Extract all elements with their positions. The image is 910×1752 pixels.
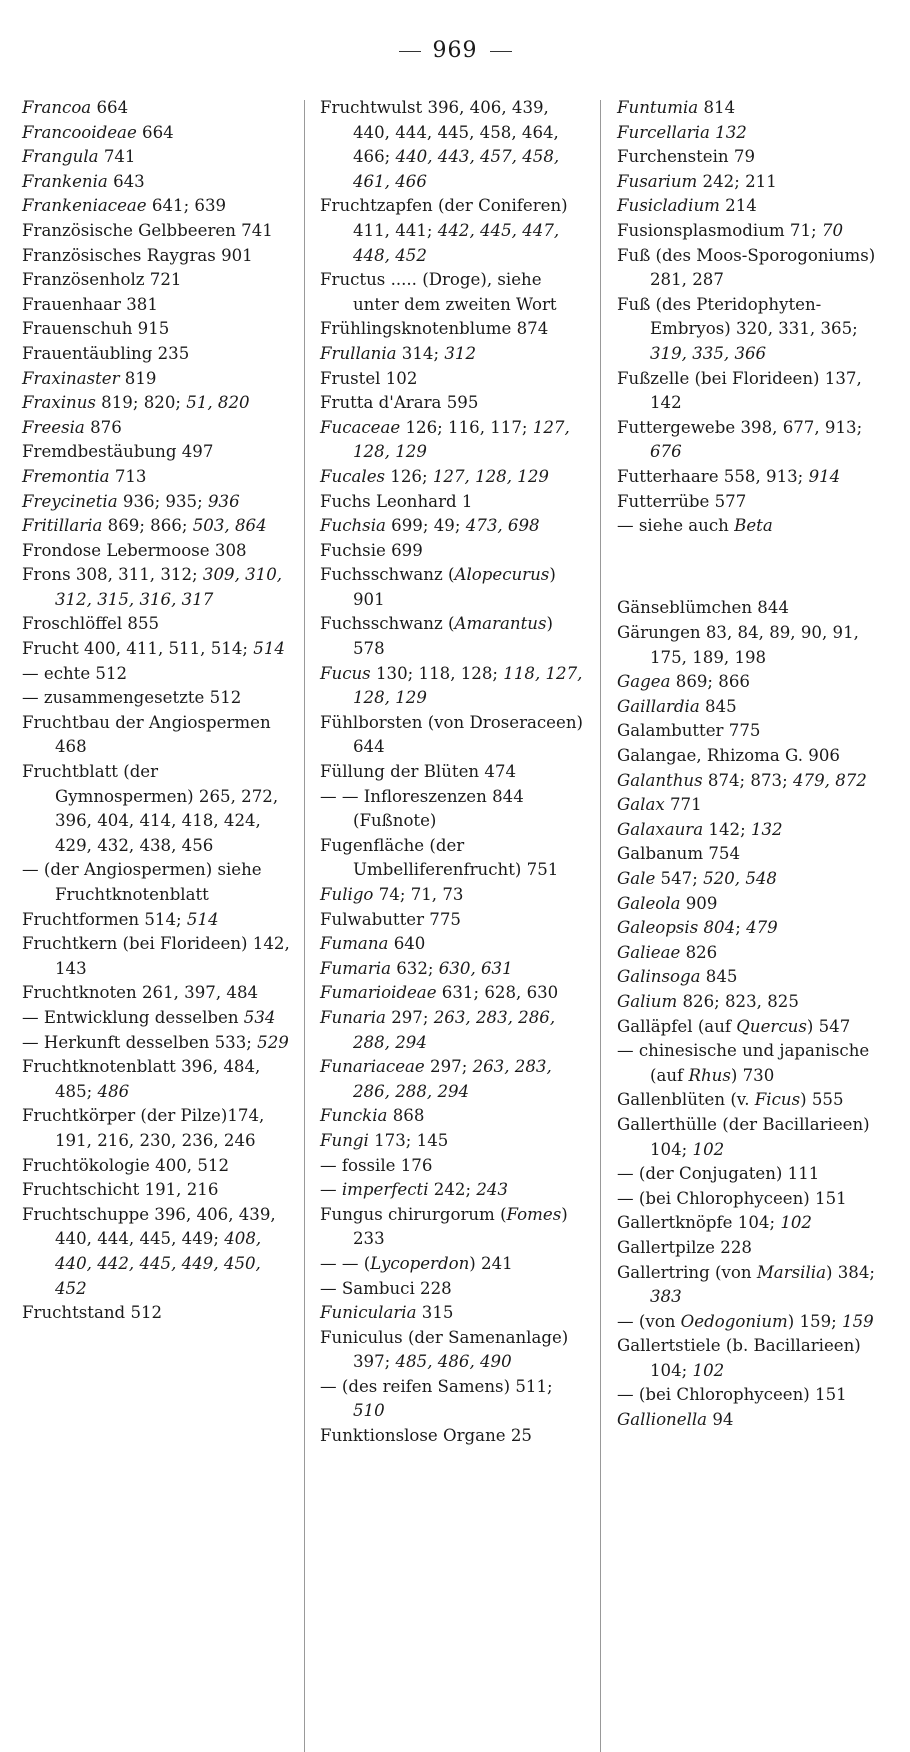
index-entry: Furchenstein 79: [617, 147, 756, 167]
index-entry: Fruchtzapfen (der Coniferen) 411, 441; 442, 445, 447, 448, 452: [320, 196, 568, 265]
index-entry: Fruchtschicht 191, 216: [22, 1180, 219, 1200]
index-entry: Francooideae 664: [22, 122, 174, 142]
index-entry: Frutta d'Arara 595: [320, 393, 479, 413]
index-entry: Fumana 640: [320, 934, 426, 954]
index-entry: Füllung der Blüten 474: [320, 762, 517, 782]
index-entry: Freycinetia 936; 935; 936: [22, 491, 240, 511]
index-entry: Fußzelle (bei Florideen) 137, 142: [617, 368, 862, 413]
index-entry: Futterhaare 558, 913; 914: [617, 466, 841, 486]
index-entry: — echte 512: [22, 663, 128, 683]
index-entry: Futterrübe 577: [617, 491, 747, 511]
index-entry: Gagea 869; 866: [617, 672, 750, 692]
index-entry: Gaillardia 845: [617, 696, 737, 716]
index-entry: Funiculus (der Samenanlage) 397; 485, 486, 490: [320, 1327, 569, 1372]
index-entry: Frondose Lebermoose 308: [22, 540, 247, 560]
index-entry: Galangae, Rhizoma G. 906: [617, 746, 840, 766]
index-entry: Fumaria 632; 630, 631: [320, 958, 513, 978]
index-entry: Fucales 126; 127, 128, 129: [320, 466, 549, 486]
index-entry: Fusarium 242; 211: [617, 171, 777, 191]
index-entry: Frauenhaar 381: [22, 294, 158, 314]
index-entry: Gale 547; 520, 548: [617, 869, 777, 888]
index-entry: Fraxinus 819; 820; 51, 820: [22, 393, 250, 413]
index-entry: Fuchs Leonhard 1: [320, 491, 473, 511]
index-entry: Funtumia 814: [617, 98, 736, 117]
index-entry: Futtergewebe 398, 677, 913; 676: [617, 417, 863, 462]
index-entry: Gallertstiele (b. Bacillarieen) 104; 102: [617, 1336, 861, 1380]
index-entry: — Herkunft desselben 533; 529: [22, 1032, 289, 1052]
index-entry: Fuchsschwanz (Amarantus) 578: [320, 614, 553, 659]
index-entry: Galanthus 874; 873; 479, 872: [617, 770, 867, 790]
index-entry: Furcellaria 132: [617, 122, 747, 142]
index-entry: Fulwabutter 775: [320, 909, 461, 929]
index-entry: Galläpfel (auf Quercus) 547: [617, 1016, 851, 1036]
index-entry: Fugenfläche (der Umbelliferenfrucht) 751: [320, 835, 559, 880]
index-entry: Fremontia 713: [22, 466, 147, 486]
index-entry: — (bei Chlorophyceen) 151: [617, 1188, 847, 1208]
index-entry: Fruchtbau der Angiospermen 468: [22, 712, 271, 757]
index-entry: Fruchtformen 514; 514: [22, 909, 219, 929]
index-entry: Frankeniaceae 641; 639: [22, 196, 227, 216]
index-column-2: [320, 96, 588, 1449]
index-entry: Galieae 826: [617, 942, 718, 962]
index-entry: Fusicladium 214: [617, 196, 757, 216]
header-dash-left: [399, 51, 421, 52]
index-entry: Funicularia 315: [320, 1303, 454, 1323]
index-entry: Gallenblüten (v. Ficus) 555: [617, 1090, 844, 1110]
index-entry: Funariaceae 297; 263, 283, 286, 288, 294: [320, 1057, 552, 1101]
index-entry: Frühlingsknotenblume 874: [320, 319, 549, 339]
index-entry: — siehe auch Beta: [617, 516, 773, 536]
index-entry: Gallertring (von Marsilia) 384; 383: [617, 1262, 875, 1307]
index-entry: Frustel 102: [320, 368, 418, 388]
index-entry: — (des reifen Samens) 511; 510: [320, 1376, 553, 1421]
index-entry: Frullania 314; 312: [320, 343, 477, 363]
index-entry: Fusionsplasmodium 71; 70: [617, 220, 844, 240]
index-entry: Frankenia 643: [22, 171, 145, 191]
index-entry: — — Infloreszenzen 844 (Fußnote): [320, 786, 524, 831]
index-entry: Fruchtökologie 400, 512: [22, 1155, 230, 1175]
index-entry: — Sambuci 228: [320, 1278, 452, 1298]
index-entry: Funckia 868: [320, 1106, 425, 1126]
index-entry: Galax 771: [617, 795, 702, 815]
index-entry: Fungi 173; 145: [320, 1130, 449, 1150]
index-entry: Galbanum 754: [617, 844, 741, 864]
index-entry: Gallionella 94: [617, 1410, 734, 1430]
index-entry: Fremdbestäubung 497: [22, 442, 214, 462]
index-entry: — zusammengesetzte 512: [22, 688, 242, 708]
page-number: 969: [432, 38, 478, 63]
index-entry: Galeopsis 804; 479: [617, 918, 778, 938]
index-entry: Froschlöffel 855: [22, 614, 160, 634]
index-entry: Gärungen 83, 84, 89, 90, 91, 175, 189, 198: [617, 623, 859, 667]
index-entry: Fruchtschuppe 396, 406, 439, 440, 444, 445, 449; 408, 440, 442, 445, 449, 450, 452: [22, 1204, 276, 1298]
index-entry: Fruchtwulst 396, 406, 439, 440, 444, 445, 458, 464, 466; 440, 443, 457, 458, 461, 466: [320, 98, 560, 191]
index-entry: Fruchtblatt (der Gymnospermen) 265, 272, 396, 404, 414, 418, 424, 429, 432, 438, 456: [22, 762, 279, 855]
index-entry: Fuchsschwanz (Alopecurus) 901: [320, 565, 556, 609]
index-entry: Fühlborsten (von Droseraceen) 644: [320, 712, 583, 757]
column-divider-1: [304, 100, 305, 1752]
index-entry: Fuchsia 699; 49; 473, 698: [320, 516, 540, 536]
index-entry: Fumarioideae 631; 628, 630: [320, 983, 559, 1003]
index-entry: Fuligo 74; 71, 73: [320, 885, 464, 904]
index-entry: — chinesische und japanische (auf Rhus) 730: [617, 1041, 870, 1085]
index-entry: Fruchtkörper (der Pilze)174, 191, 216, 230, 236, 246: [22, 1106, 265, 1150]
index-entry: — (bei Chlorophyceen) 151: [617, 1385, 847, 1405]
index-entry: Galeola 909: [617, 893, 718, 913]
index-column-3: [617, 96, 893, 1433]
index-column-1: [22, 96, 294, 1326]
index-entry: Galium 826; 823, 825: [617, 991, 799, 1011]
index-entry: Gallerthülle (der Bacillarieen) 104; 102: [617, 1114, 870, 1159]
index-entry: — fossile 176: [320, 1155, 433, 1175]
index-entry: — imperfecti 242; 243: [320, 1180, 509, 1200]
index-entry: Französische Gelbbeeren 741: [22, 220, 273, 240]
index-entry: — (von Oedogonium) 159; 159: [617, 1311, 874, 1331]
index-entry: Fruchtknotenblatt 396, 484, 485; 486: [22, 1057, 261, 1101]
index-entry: Fraxinaster 819: [22, 368, 157, 388]
index-entry: Galambutter 775: [617, 721, 761, 741]
index-entry: Fungus chirurgorum (Fomes) 233: [320, 1204, 568, 1249]
index-entry: Frangula 741: [22, 147, 136, 167]
index-entry: — — (Lycoperdon) 241: [320, 1253, 513, 1273]
index-entry: Französisches Raygras 901: [22, 245, 253, 265]
index-entry: Fuß (des Pteridophyten-Embryos) 320, 331, 365; 319, 335, 366: [617, 294, 858, 363]
index-entry: Gallertknöpfe 104; 102: [617, 1213, 812, 1233]
page-number-header: [0, 38, 910, 63]
index-entry: Funktionslose Organe 25: [320, 1426, 532, 1446]
index-entry: Fruchtknoten 261, 397, 484: [22, 983, 259, 1003]
index-entry: Gänseblümchen 844: [617, 598, 789, 618]
index-entry: Galaxaura 142; 132: [617, 819, 783, 839]
index-entry: Fritillaria 869; 866; 503, 864: [22, 516, 267, 536]
index-entry: Fuchsie 699: [320, 540, 423, 560]
index-entry: Freesia 876: [22, 417, 122, 437]
index-entry: — (der Conjugaten) 111: [617, 1164, 820, 1184]
index-entry: Fuß (des Moos-Sporogoniums) 281, 287: [617, 245, 876, 290]
index-entry: Francoa 664: [22, 98, 129, 117]
index-entry: Fucaceae 126; 116, 117; 127, 128, 129: [320, 417, 570, 462]
index-entry: Fruchtstand 512: [22, 1303, 163, 1323]
index-entry: Funaria 297; 263, 283, 286, 288, 294: [320, 1007, 556, 1052]
header-dash-right: [490, 51, 512, 52]
index-entry: Frons 308, 311, 312; 309, 310, 312, 315, 316, 317: [22, 565, 283, 609]
column-divider-2: [600, 100, 601, 1752]
index-entry: Französenholz 721: [22, 270, 182, 290]
index-entry: Fructus ..... (Droge), siehe unter dem zweiten Wort: [320, 270, 557, 314]
index-entry: — Entwicklung desselben 534: [22, 1007, 276, 1027]
index-entry: Fucus 130; 118, 128; 118, 127, 128, 129: [320, 663, 583, 708]
index-entry: Frauentäubling 235: [22, 343, 190, 363]
index-entry: Fruchtkern (bei Florideen) 142, 143: [22, 934, 290, 978]
index-entry: Gallertpilze 228: [617, 1237, 752, 1257]
section-gap: [617, 555, 893, 580]
index-entry: Galinsoga 845: [617, 967, 738, 987]
index-entry: Frucht 400, 411, 511, 514; 514: [22, 639, 285, 659]
index-entry: — (der Angiospermen) siehe Fruchtknotenblatt: [22, 860, 262, 904]
index-entry: Frauenschuh 915: [22, 319, 170, 339]
